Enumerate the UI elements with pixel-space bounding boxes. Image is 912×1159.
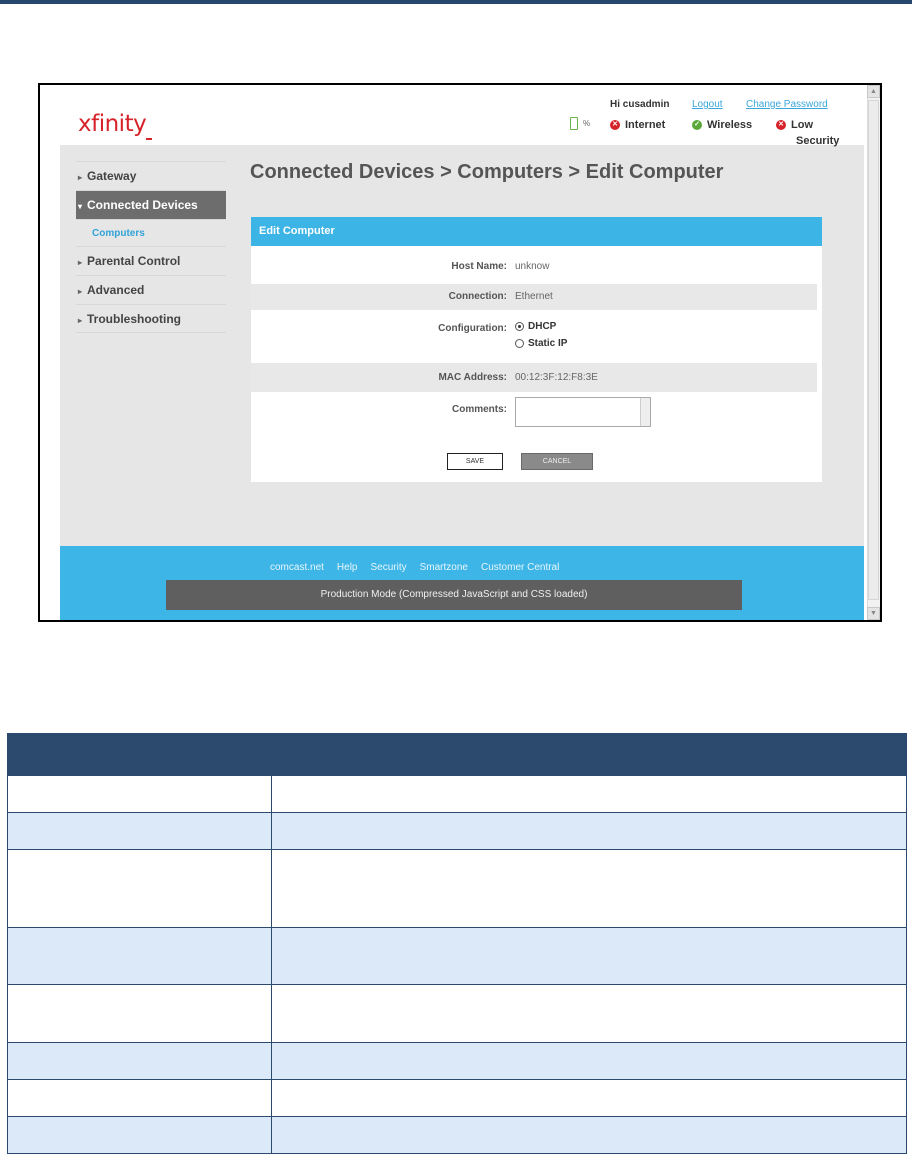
sidebar-item-label: Gateway — [87, 169, 137, 183]
sidebar-item-troubleshooting[interactable] — [76, 304, 226, 333]
field-description-table — [7, 733, 907, 1154]
save-button[interactable]: SAVE — [447, 453, 503, 470]
table-cell — [272, 1080, 907, 1117]
table-row — [8, 813, 907, 850]
connection-label: Connection: — [448, 291, 507, 302]
table-cell — [8, 1043, 272, 1080]
footer-link-security[interactable]: Security — [370, 562, 407, 573]
table-row — [8, 1080, 907, 1117]
table-row — [8, 776, 907, 813]
scroll-down-icon[interactable]: ▼ — [867, 607, 880, 620]
sidebar-item-parental-control[interactable] — [76, 246, 226, 275]
host-name-row — [251, 261, 817, 277]
dhcp-radio[interactable] — [515, 321, 556, 332]
mac-address-label: MAC Address: — [438, 372, 507, 383]
internet-label: Internet — [625, 119, 666, 131]
table-row — [8, 985, 907, 1043]
screenshot-frame — [38, 83, 882, 622]
scrollbar[interactable] — [867, 85, 880, 620]
table-cell — [8, 1080, 272, 1117]
logout-link[interactable]: Logout — [692, 99, 723, 110]
security-status — [776, 119, 813, 131]
configuration-row — [251, 321, 817, 349]
dhcp-label: DHCP — [528, 321, 557, 332]
connection-value: Ethernet — [515, 291, 553, 302]
table-cell — [272, 813, 907, 850]
scroll-up-icon[interactable]: ▲ — [867, 85, 880, 98]
radio-empty-icon — [515, 339, 524, 348]
battery-label: % — [583, 119, 591, 128]
table-cell — [8, 813, 272, 850]
cancel-button[interactable]: CANCEL — [521, 453, 593, 470]
footer-links — [270, 562, 559, 573]
radio-selected-icon — [515, 322, 524, 331]
table-row — [8, 928, 907, 985]
sidebar-item-computers[interactable]: Computers — [76, 219, 226, 246]
chevron-down-icon: ▾ — [78, 202, 83, 211]
edit-computer-panel — [251, 217, 822, 482]
mac-address-row — [251, 363, 817, 392]
sidebar-item-gateway[interactable] — [76, 161, 226, 190]
wireless-status — [692, 119, 752, 131]
footer-link-comcast[interactable]: comcast.net — [270, 562, 324, 573]
sidebar-item-label: Troubleshooting — [87, 312, 182, 326]
panel-title: Edit Computer — [251, 217, 822, 246]
chevron-right-icon: ▸ — [78, 287, 83, 296]
security-label-line2: Security — [796, 135, 840, 147]
table-cell — [8, 776, 272, 813]
table-cell — [272, 776, 907, 813]
table-cell — [8, 985, 272, 1043]
page-title: Connected Devices > Computers > Edit Computer — [250, 161, 724, 183]
security-label: Low — [791, 119, 813, 131]
sidebar-nav — [76, 161, 226, 333]
sidebar-item-label: Advanced — [87, 283, 145, 297]
static-ip-radio[interactable] — [515, 338, 567, 349]
static-ip-label: Static IP — [528, 338, 568, 349]
error-icon: ✕ — [776, 120, 786, 130]
error-icon: ✕ — [610, 120, 620, 130]
footer — [60, 546, 864, 622]
sidebar-item-advanced[interactable] — [76, 275, 226, 304]
table-row — [8, 1043, 907, 1080]
connection-row — [251, 284, 817, 310]
sidebar-item-connected-devices[interactable] — [76, 190, 226, 219]
table-header-row — [8, 734, 907, 776]
wireless-label: Wireless — [707, 119, 753, 131]
xfinity-logo: xfinity — [78, 111, 147, 137]
footer-link-customer-central[interactable]: Customer Central — [480, 562, 560, 573]
table-cell — [8, 1117, 272, 1154]
table-row — [8, 1117, 907, 1154]
change-password-link[interactable]: Change Password — [746, 99, 828, 110]
scrollbar-thumb[interactable] — [868, 100, 879, 600]
top-rule — [0, 0, 912, 4]
sidebar-item-label: Parental Control — [87, 254, 181, 268]
footer-link-help[interactable]: Help — [336, 562, 358, 573]
battery-status — [570, 117, 590, 130]
table-header-cell — [8, 734, 272, 776]
internet-status — [610, 119, 665, 131]
chevron-right-icon: ▸ — [78, 258, 83, 267]
production-mode-banner: Production Mode (Compressed JavaScript and CSS loaded) — [166, 580, 742, 610]
logo-underline — [146, 138, 152, 140]
table-row — [8, 850, 907, 928]
check-icon: ✓ — [692, 120, 702, 130]
host-name-value: unknow — [515, 261, 550, 272]
host-name-label: Host Name: — [451, 261, 507, 272]
table-header-cell — [272, 734, 907, 776]
chevron-right-icon: ▸ — [78, 173, 83, 182]
table-cell — [8, 928, 272, 985]
table-cell — [272, 928, 907, 985]
chevron-right-icon: ▸ — [78, 316, 83, 325]
table-cell — [272, 850, 907, 928]
greeting: Hi cusadmin — [610, 99, 670, 110]
table-cell — [8, 850, 272, 928]
comments-label: Comments: — [451, 404, 507, 415]
sidebar-item-label: Connected Devices — [87, 198, 198, 212]
comments-field[interactable] — [515, 397, 651, 427]
mac-address-value: 00:12:3F:12:F8:3E — [515, 372, 598, 383]
battery-icon — [570, 117, 578, 130]
footer-link-smartzone[interactable]: Smartzone — [419, 562, 468, 573]
configuration-label: Configuration: — [438, 323, 507, 334]
config-options — [515, 321, 567, 351]
table-cell — [272, 985, 907, 1043]
table-cell — [272, 1117, 907, 1154]
table-cell — [272, 1043, 907, 1080]
comments-scrollbar[interactable] — [640, 398, 650, 426]
